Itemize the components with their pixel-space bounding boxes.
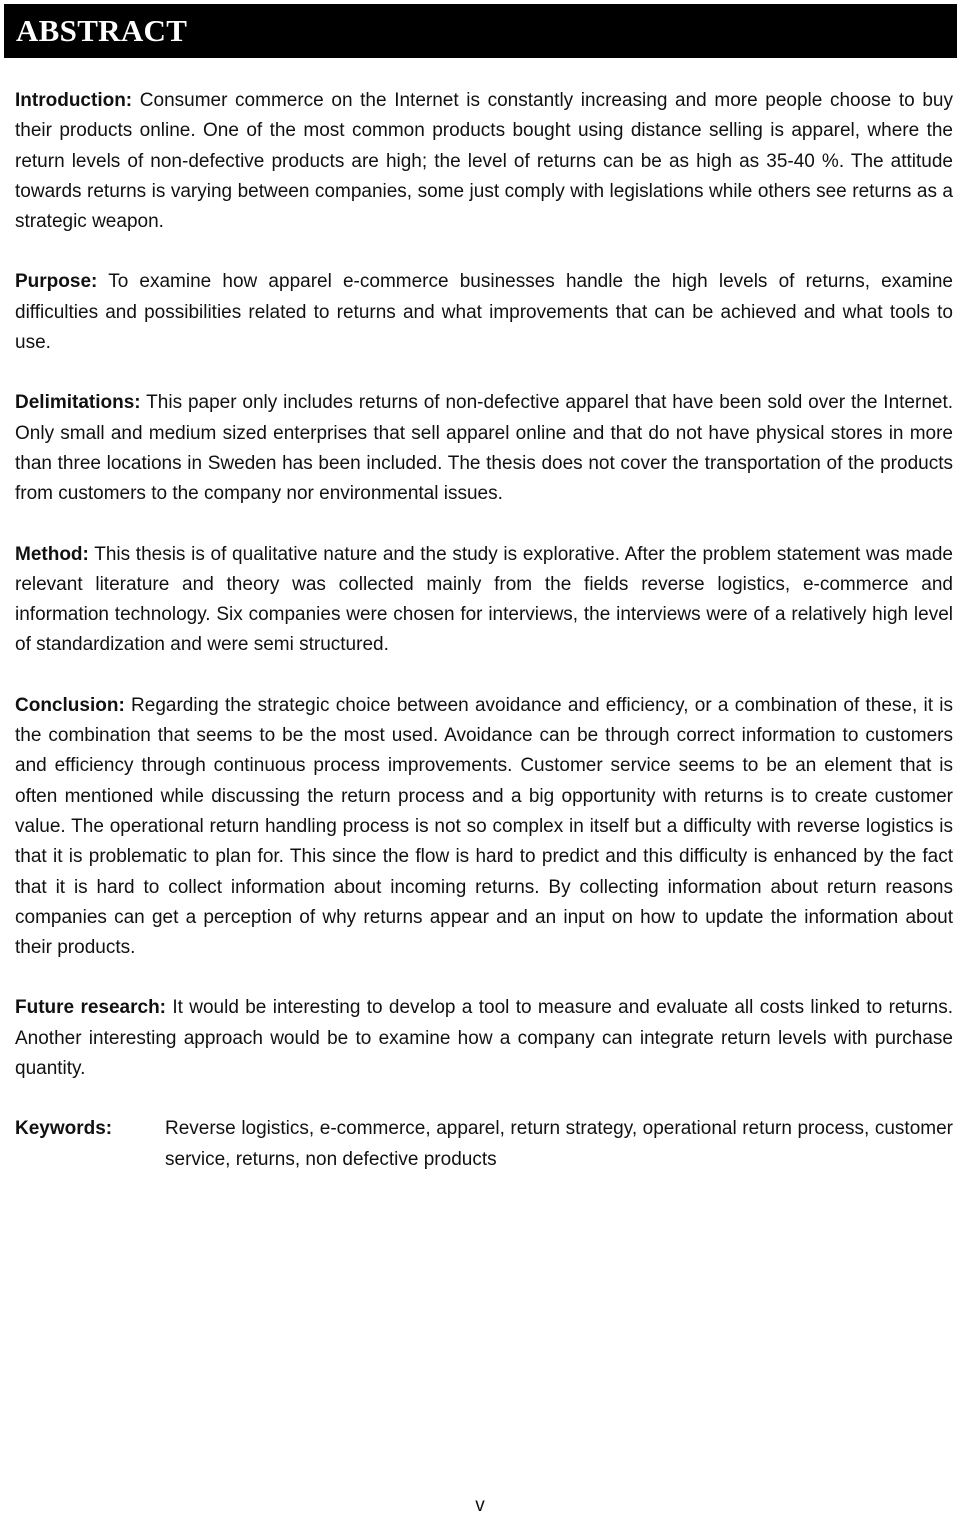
abstract-body xyxy=(15,86,953,1175)
purpose-paragraph xyxy=(15,267,953,358)
conclusion-paragraph xyxy=(15,691,953,964)
future-research-paragraph xyxy=(15,993,953,1084)
method-text: This thesis is of qualitative nature and the study is explorative. After the problem statement was made relevant literature and theory was collected mainly from the fields reverse logistics, e-commerce and information technology. Six companies were chosen for interviews, the interviews were of a relatively high level of standardization and were semi structured. xyxy=(15,543,953,656)
abstract-header-bar xyxy=(4,4,957,58)
abstract-title: ABSTRACT xyxy=(16,13,188,48)
conclusion-text: Regarding the strategic choice between avoidance and efficiency, or a combination of these, it is the combination that seems to be the most used. Avoidance can be through correct information to customers and efficiency through continuous process improvements. Customer service seems to be an element that is often mentioned while discussing the return process and a big opportunity with returns is to create customer value. The operational return handling process is not so complex in itself but a difficulty with reverse logistics is that it is problematic to plan for. This since the flow is hard to predict and this difficulty is enhanced by the fact that it is hard to collect information about incoming returns. By collecting information about return reasons companies can get a perception of why returns appear and an input on how to update the information about their products. xyxy=(15,694,954,959)
delimitations-paragraph xyxy=(15,388,953,509)
introduction-text: Consumer commerce on the Internet is constantly increasing and more people choose to buy their products online. One of the most common products bought using distance selling is apparel, where the return levels of non-defective products are high; the level of returns can be as high as 35-40 %. The attitude towards returns is varying between companies, some just comply with legislations while others see returns as a strategic weapon. xyxy=(15,90,953,233)
method-label: Method: xyxy=(15,543,89,565)
purpose-label: Purpose: xyxy=(15,271,98,293)
delimitations-text: This paper only includes returns of non-defective apparel that have been sold over the Internet. Only small and medium sized enterprises that sell apparel online and that do not have physical stores in more than three locations in Sweden has been included. The thesis does not cover the transportation of the products from customers to the company nor environmental issues. xyxy=(15,392,954,505)
keywords-block xyxy=(15,1114,953,1175)
introduction-label: Introduction: xyxy=(15,90,133,111)
purpose-text: To examine how apparel e-commerce businesses handle the high levels of returns, examine difficulties and possibilities related to returns and what improvements that can be achieved and what tools to use. xyxy=(15,271,953,354)
introduction-paragraph xyxy=(15,86,953,237)
keywords-label: Keywords: xyxy=(15,1118,113,1140)
page-number: v xyxy=(475,1495,485,1516)
future-research-text: It would be interesting to develop a tool to measure and evaluate all costs linked to returns. Another interesting approach would be to examine how a company can integrate return levels with purchase quantity. xyxy=(15,997,953,1080)
conclusion-label: Conclusion: xyxy=(15,694,125,716)
method-paragraph xyxy=(15,540,953,661)
delimitations-label: Delimitations: xyxy=(15,392,141,414)
future-research-label: Future research: xyxy=(15,997,167,1019)
keywords-text: Reverse logistics, e-commerce, apparel, return strategy, operational return process, customer service, returns, non defective products xyxy=(165,1118,953,1170)
